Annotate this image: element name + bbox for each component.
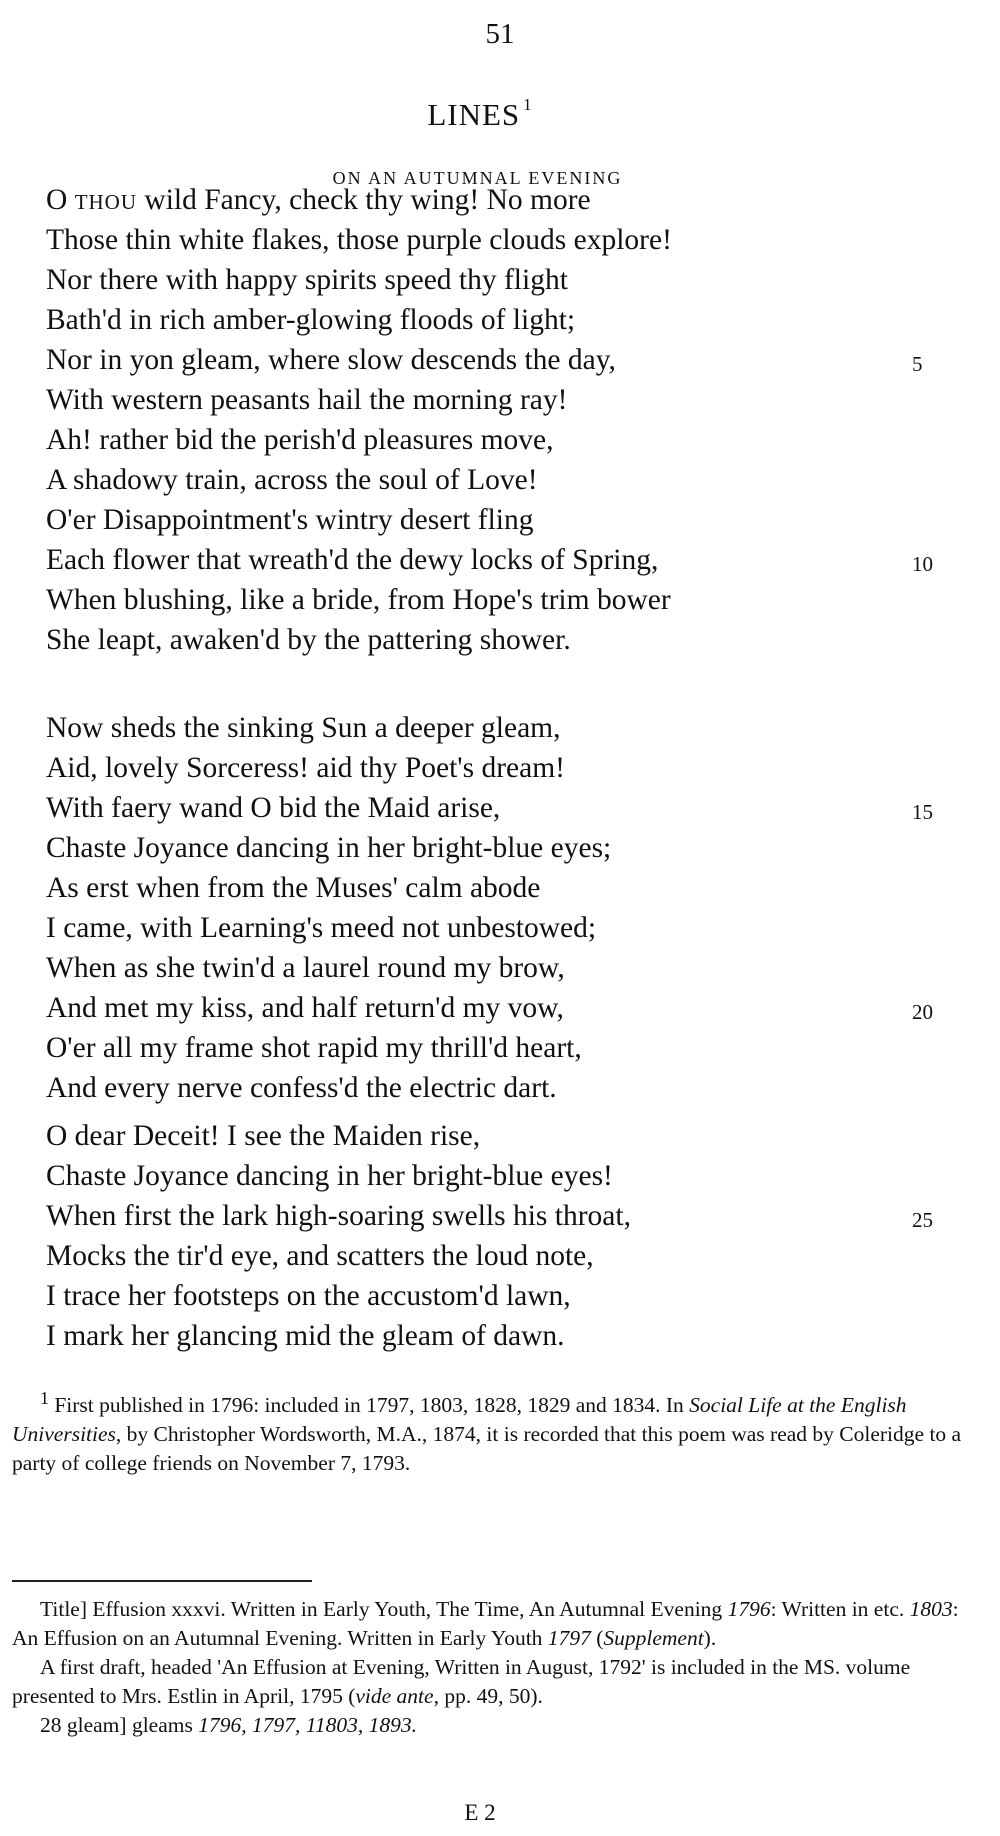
poem-line xyxy=(46,1236,946,1276)
line-text: Bath'd in rich amber-glowing floods of light; xyxy=(46,304,576,336)
line-text: O'er Disappointment's wintry desert fling xyxy=(46,504,534,536)
line-text: A shadowy train, across the soul of Love! xyxy=(46,464,538,496)
note-text: ( xyxy=(590,1626,604,1650)
poem-line xyxy=(46,708,946,748)
poem-line xyxy=(46,868,946,908)
line-number: 10 xyxy=(912,552,933,576)
poem-line xyxy=(46,1276,946,1316)
line-text: As erst when from the Muses' calm abode xyxy=(46,872,541,904)
poem-line xyxy=(46,500,946,540)
poem-line xyxy=(46,1068,946,1108)
poem-line xyxy=(46,748,946,788)
line-text: She leapt, awaken'd by the pattering shower. xyxy=(46,624,571,656)
line-number: 15 xyxy=(912,800,933,824)
footnote-paragraph xyxy=(12,1384,962,1478)
poem-line xyxy=(46,260,946,300)
line-text: Chaste Joyance dancing in her bright-blue eyes! xyxy=(46,1160,613,1192)
footnote-text: , by Christopher Wordsworth, M.A., 1874, it is recorded that this poem was read by Coleridge to a party of college friends on November 7, 1793. xyxy=(12,1422,962,1476)
poem-line xyxy=(46,300,946,340)
line-text: Ah! rather bid the perish'd pleasures move, xyxy=(46,424,554,456)
signature-mark: E 2 xyxy=(464,1800,496,1825)
note-text: 28 gleam] gleams xyxy=(40,1713,199,1737)
note-text: A first draft, headed 'An Effusion at Evening, Written in August, 1792' is included in the MS. volume presented to Mrs. Estlin in April, 1795 ( xyxy=(12,1655,911,1708)
title-footnote-mark: 1 xyxy=(523,95,533,114)
poem-line xyxy=(46,580,946,620)
first-word: O xyxy=(46,184,68,216)
line-text: Nor in yon gleam, where slow descends the day, xyxy=(46,344,616,376)
note-year: 1803 xyxy=(909,1597,953,1621)
poem-line xyxy=(46,620,946,660)
poem-line xyxy=(46,180,946,220)
note-year: 1797 xyxy=(547,1626,591,1650)
line-text: I mark her glancing mid the gleam of dawn. xyxy=(46,1320,565,1352)
poem-line xyxy=(46,828,946,868)
line-text: wild Fancy, check thy wing! No more xyxy=(137,184,591,216)
line-number: 20 xyxy=(912,1000,933,1024)
poem-title xyxy=(0,97,960,133)
line-text: Nor there with happy spirits speed thy flight xyxy=(46,264,568,296)
title-note xyxy=(12,1595,962,1653)
poem-line xyxy=(46,220,946,260)
poem-line xyxy=(46,988,946,1028)
line-text: And met my kiss, and half return'd my vow, xyxy=(46,992,564,1024)
poem-line xyxy=(46,420,946,460)
line-text: With western peasants hail the morning ray! xyxy=(46,384,568,416)
note-text: Title] Effusion xxxvi. Written in Early Youth, The Time, An Autumnal Evening xyxy=(40,1597,728,1621)
poem-line xyxy=(46,908,946,948)
footnote-mark: 1 xyxy=(40,1388,49,1408)
note-text: : An Effusion on an Autumnal Evening. Written in Early Youth xyxy=(12,1597,959,1650)
stanza-2 xyxy=(46,708,946,1108)
draft-note xyxy=(12,1653,962,1711)
title-text: LINES xyxy=(427,97,521,132)
stanza-1 xyxy=(46,180,946,660)
first-word-small-caps: THOU xyxy=(74,190,138,214)
line-text: And every nerve confess'd the electric dart. xyxy=(46,1072,557,1104)
line-text: When blushing, like a bride, from Hope's trim bower xyxy=(46,584,671,616)
note-year: 1796 xyxy=(727,1597,771,1621)
page-number: 51 xyxy=(485,18,515,50)
line-text: Chaste Joyance dancing in her bright-blue eyes; xyxy=(46,832,612,864)
note-text: , pp. 49, 50). xyxy=(433,1684,543,1708)
line-text: When as she twin'd a laurel round my brow, xyxy=(46,952,565,984)
line-text: O'er all my frame shot rapid my thrill'd heart, xyxy=(46,1032,582,1064)
footnote-rule xyxy=(12,1580,312,1582)
line-text: O dear Deceit! I see the Maiden rise, xyxy=(46,1120,481,1152)
note-text: ). xyxy=(703,1626,717,1650)
stanza-3 xyxy=(46,1116,946,1356)
line-number: 5 xyxy=(912,352,923,376)
poem-line xyxy=(46,1196,946,1236)
poem-subtitle: ON AN AUTUMNAL EVENING xyxy=(332,168,623,188)
line-text: I trace her footsteps on the accustom'd lawn, xyxy=(46,1280,571,1312)
line-text: Mocks the tir'd eye, and scatters the loud note, xyxy=(46,1240,594,1272)
footnote xyxy=(12,1384,962,1478)
line-text: Aid, lovely Sorceress! aid thy Poet's dream! xyxy=(46,752,565,784)
poem-line xyxy=(46,460,946,500)
line-text: With faery wand O bid the Maid arise, xyxy=(46,792,501,824)
editorial-notes xyxy=(12,1595,962,1740)
poem-line xyxy=(46,1316,946,1356)
footnote-book-title: Social Life at the English Universities xyxy=(12,1393,907,1447)
poem-line xyxy=(46,948,946,988)
poem-line xyxy=(46,1028,946,1068)
line-number: 25 xyxy=(912,1208,933,1232)
note-supplement: Supplement xyxy=(603,1626,704,1650)
poem-line xyxy=(46,788,946,828)
note-years: 1796, 1797, 11803, 1893. xyxy=(198,1713,417,1737)
line-text: Each flower that wreath'd the dewy locks of Spring, xyxy=(46,544,659,576)
line-text: Those thin white flakes, those purple clouds explore! xyxy=(46,224,672,256)
poem-line xyxy=(46,1116,946,1156)
variant-note xyxy=(12,1711,962,1740)
poem-line xyxy=(46,540,946,580)
line-text: When first the lark high-soaring swells his throat, xyxy=(46,1200,631,1232)
poem-line xyxy=(46,340,946,380)
line-text: I came, with Learning's meed not unbestowed; xyxy=(46,912,597,944)
poem-line xyxy=(46,1156,946,1196)
line-text: Now sheds the sinking Sun a deeper gleam, xyxy=(46,712,561,744)
note-vide-ante: vide ante xyxy=(355,1684,434,1708)
footnote-text: First published in 1796: included in 1797, 1803, 1828, 1829 and 1834. In xyxy=(48,1393,690,1418)
poem-line xyxy=(46,380,946,420)
note-text: : Written in etc. xyxy=(770,1597,910,1621)
